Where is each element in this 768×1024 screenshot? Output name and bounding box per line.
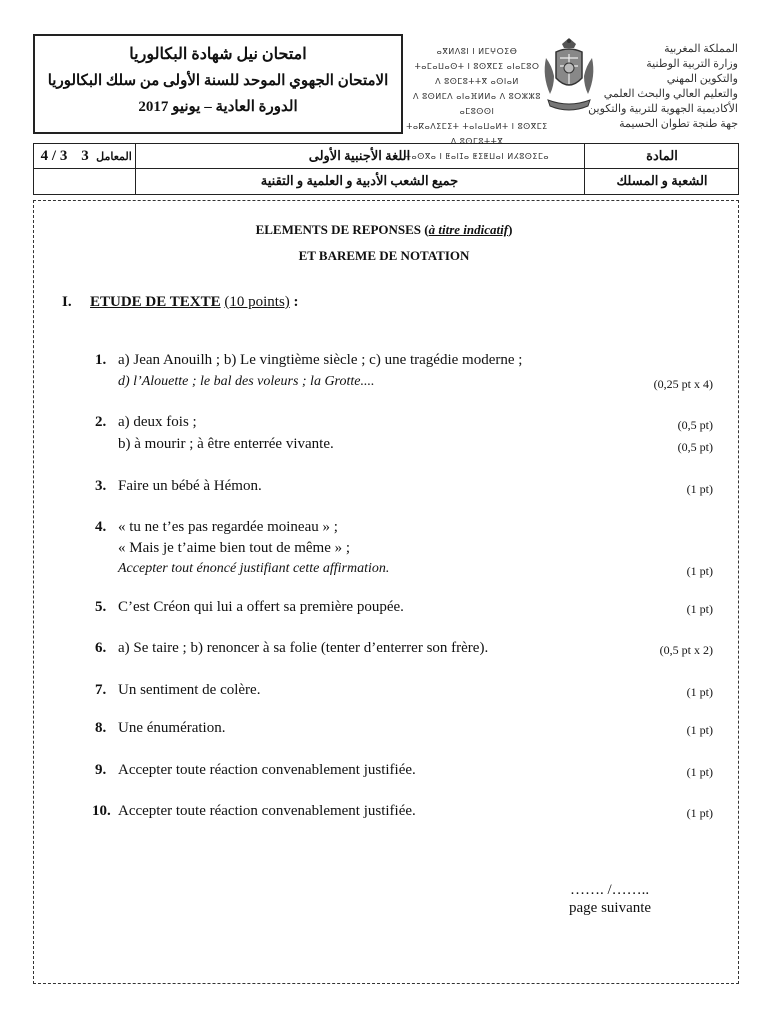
- ministry-arabic: [588, 42, 738, 132]
- section-title: ETUDE DE TEXTE: [90, 294, 221, 310]
- item-text: a) deux fois ;: [118, 414, 197, 430]
- document-title: [0, 222, 768, 238]
- item-text: d) l’Alouette ; le bal des voleurs ; la Grotte....: [118, 374, 375, 389]
- item-text: b) à mourir ; à être enterrée vivante.: [118, 436, 334, 452]
- subject-value: اللغة الأجنبية الأولى: [308, 148, 411, 163]
- ministry-ar-line: والتعليم العالي والبحث العلمي: [603, 88, 738, 100]
- stream-value: جميع الشعب الأدبية و العلمية و التقنية: [260, 173, 459, 188]
- item-points: (0,25 pt x 4): [653, 377, 713, 391]
- item-text: « tu ne t’es pas regardée moineau » ;: [118, 519, 338, 535]
- title-text-end: ): [508, 222, 513, 237]
- title-text: ELEMENTS DE REPONSES (: [255, 222, 429, 237]
- ministry-tf-line: ⵜⴰⴽⴰⴷⵉⵎⵉⵜ ⵜⴰⵏⴰⵡⴰⵍⵜ ⵏ ⵓⵙⴳⵎⵉ ⴷ ⵓⵙⵎⵓⵜⵜⴳ: [406, 122, 548, 146]
- item-number: 5.: [95, 599, 107, 615]
- table-divider: [34, 168, 738, 169]
- item-points: (1 pt): [686, 482, 713, 496]
- section-heading: [62, 294, 299, 311]
- item-text: a) Se taire ; b) renoncer à sa folie (tenter d’enterrer son frère).: [118, 640, 489, 656]
- exam-title-box: [33, 34, 403, 134]
- item-number: 6.: [95, 640, 107, 656]
- document-subtitle: ET BAREME DE NOTATION: [298, 248, 470, 263]
- item-number: 3.: [95, 478, 107, 494]
- item-points: (1 pt): [686, 564, 713, 578]
- item-points: (0,5 pt): [677, 440, 713, 454]
- section-points: (10 points): [224, 294, 290, 310]
- exam-title-line-1: امتحان نيل شهادة البكالوريا: [129, 46, 307, 63]
- ministry-ar-line: المملكة المغربية: [664, 43, 738, 55]
- page-number: 4 / 3: [40, 148, 68, 164]
- item-text: Accepter toute réaction convenablement justifiée.: [118, 762, 416, 778]
- item-points: (1 pt): [686, 685, 713, 699]
- item-number: 2.: [95, 414, 107, 430]
- item-number: 4.: [95, 519, 107, 535]
- ministry-ar-line: والتكوين المهني: [666, 73, 738, 85]
- answer-frame: [33, 200, 739, 984]
- item-text: a) Jean Anouilh ; b) Le vingtième siècle ; c) une tragédie moderne ;: [118, 352, 523, 368]
- item-points: (1 pt): [686, 602, 713, 616]
- item-text: Un sentiment de colère.: [118, 682, 261, 698]
- item-text: Faire un bébé à Hémon.: [118, 478, 262, 494]
- item-number: 10.: [92, 803, 111, 819]
- ministry-ar-line: الأكاديمية الجهوية للتربية والتكوين: [588, 103, 738, 115]
- stream-label: الشعبة و المسلك: [616, 173, 708, 188]
- ministry-tf-line: ⴰⴳⵍⴷⵓⵏ ⵏ ⵍⵎⵖⵔⵉⴱ: [436, 47, 518, 56]
- item-points: (0,5 pt x 2): [659, 643, 713, 657]
- item-text: « Mais je t’aime bien tout de même » ;: [118, 540, 351, 556]
- exam-title-line-2: الامتحان الجهوي الموحد للسنة الأولى من سلك البكالوريا: [47, 73, 389, 89]
- item-points: (0,5 pt): [677, 418, 713, 432]
- item-number: 1.: [95, 352, 107, 368]
- ministry-ar-line: وزارة التربية الوطنية: [646, 58, 738, 70]
- subject-label: المادة: [646, 148, 678, 163]
- ministry-tf-line: ⴷ ⵓⵙⵍⵎⴷ ⴰⵏⴰⴼⵍⵍⴰ ⴷ ⵓⵔⵣⵣⵓ ⴰⵎⵓⵙⵙⵏ: [413, 92, 541, 116]
- section-number: I.: [62, 294, 72, 310]
- item-points: (1 pt): [686, 765, 713, 779]
- subject-table: [33, 143, 739, 195]
- section-colon: :: [289, 294, 299, 310]
- item-text: C’est Créon qui lui a offert sa première poupée.: [118, 599, 404, 615]
- item-text: Accepter tout énoncé justifiant cette affirmation.: [118, 561, 390, 576]
- exam-title-line-3: الدورة العادية – يونيو 2017: [138, 99, 298, 115]
- item-points: (1 pt): [686, 723, 713, 737]
- item-points: (1 pt): [686, 806, 713, 820]
- ministry-tf-line: ⵜⴰⵙⴳⴰ ⵏ ⵟⴰⵏⵊⴰ ⵟⵉⵟⵡⴰⵏ ⵍⵃⵓⵙⵉⵎⴰ: [404, 152, 550, 161]
- coefficient-label: المعامل: [96, 151, 132, 163]
- ministry-tf-line: ⴷ ⵓⵙⵎⵓⵜⵜⴳ ⴰⵙⵏⴰⵍ: [435, 77, 519, 86]
- item-text: Accepter toute réaction convenablement justifiée.: [118, 803, 416, 819]
- ministry-tf-line: ⵜⴰⵎⴰⵡⴰⵙⵜ ⵏ ⵓⵙⴳⵎⵉ ⴰⵏⴰⵎⵓⵔ: [414, 62, 540, 71]
- next-page-label: page suivante: [569, 900, 652, 916]
- item-number: 8.: [95, 720, 107, 736]
- item-text: Une énumération.: [118, 720, 226, 736]
- item-number: 7.: [95, 682, 107, 698]
- item-number: 9.: [95, 762, 107, 778]
- ministry-ar-line: جهة طنجة تطوان الحسيمة: [619, 118, 738, 130]
- coefficient-value: 3: [81, 148, 89, 164]
- page-counter-dots: ……. /……..: [570, 882, 650, 898]
- title-italic: à titre indicatif: [428, 222, 509, 237]
